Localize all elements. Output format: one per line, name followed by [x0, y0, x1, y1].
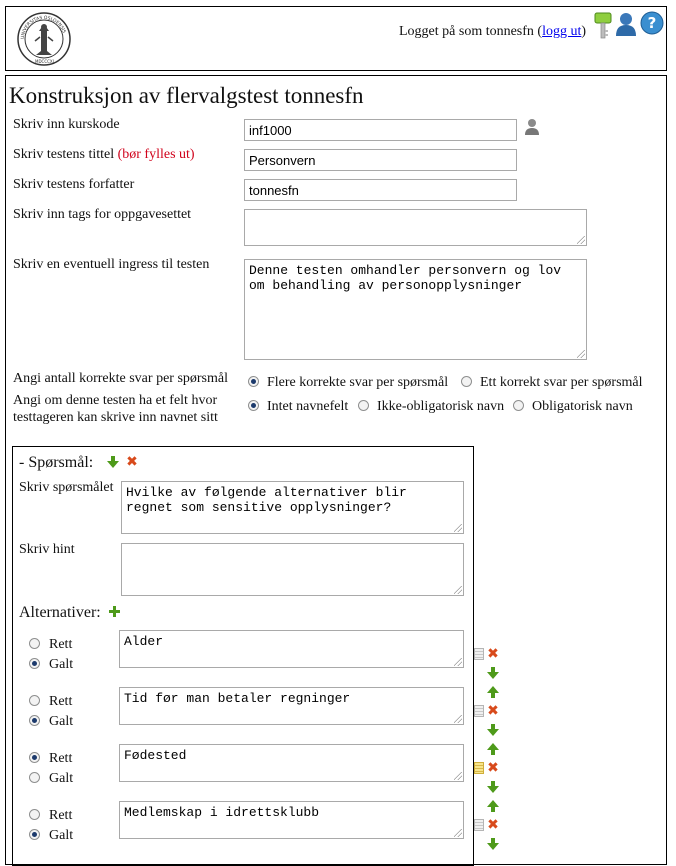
- alternative-textarea[interactable]: Tid før man betaler regninger: [119, 687, 464, 725]
- key-icon[interactable]: [594, 12, 612, 40]
- alternative-wrong-radio[interactable]: [29, 829, 40, 840]
- header-bar: [5, 6, 667, 71]
- move-alternative-down-icon[interactable]: [487, 838, 499, 850]
- svg-text:?: ?: [647, 14, 657, 32]
- note-icon[interactable]: [474, 705, 484, 717]
- question-header: - Spørsmål:: [19, 454, 94, 471]
- radio-no-name-field[interactable]: [248, 400, 259, 411]
- course-code-label: Skriv inn kurskode: [13, 117, 120, 132]
- radio-multiple-correct[interactable]: [248, 376, 259, 387]
- note-icon[interactable]: [474, 648, 484, 660]
- question-text-label: Skriv spørsmålet: [19, 480, 114, 495]
- logged-in-status: [399, 24, 586, 40]
- option-optional-name: Ikke-obligatorisk navn: [377, 399, 505, 414]
- alternative-textarea[interactable]: Fødested: [119, 744, 464, 782]
- university-logo: [16, 11, 72, 67]
- question-textarea[interactable]: Hvilke av følgende alternativer blir regnet som sensitive opplysninger?: [121, 481, 464, 534]
- radio-optional-name[interactable]: [358, 400, 369, 411]
- hint-textarea[interactable]: [121, 543, 464, 596]
- logged-in-prefix: Logget på som tonnesfn (: [399, 24, 543, 39]
- alternative-wrong-label: Galt: [49, 714, 74, 729]
- user-search-icon[interactable]: [523, 118, 541, 136]
- page-title: Konstruksjon av flervalgstest tonnesfn: [9, 83, 364, 108]
- radio-single-correct[interactable]: [461, 376, 472, 387]
- move-alternative-up-icon[interactable]: [487, 686, 499, 698]
- delete-question-icon[interactable]: ✖: [126, 454, 138, 470]
- test-title-hint: (bør fylles ut): [117, 147, 195, 162]
- alternative-wrong-radio[interactable]: [29, 772, 40, 783]
- logged-in-suffix: ): [581, 24, 587, 39]
- alternative-wrong-radio[interactable]: [29, 658, 40, 669]
- delete-alternative-icon[interactable]: ✖: [487, 646, 499, 662]
- move-alternative-down-icon[interactable]: [487, 667, 499, 679]
- alternative-right-label: Rett: [49, 751, 73, 766]
- logo-seal-text: UNIVERSITAS OSLOENSIS: [20, 15, 67, 40]
- test-title-label-text: Skriv testens tittel: [13, 147, 115, 162]
- alternative-wrong-label: Galt: [49, 771, 74, 786]
- alternatives-header: Alternativer:: [19, 604, 101, 621]
- tags-label: Skriv inn tags for oppgavesettet: [13, 207, 192, 222]
- move-alternative-up-icon[interactable]: [487, 800, 499, 812]
- move-question-down-icon[interactable]: [107, 456, 119, 468]
- move-alternative-up-icon[interactable]: [487, 743, 499, 755]
- course-code-input[interactable]: inf1000: [244, 119, 517, 141]
- alternative-wrong-label: Galt: [49, 657, 74, 672]
- logout-link[interactable]: logg ut: [542, 24, 582, 39]
- alternative-textarea[interactable]: Medlemskap i idrettsklubb: [119, 801, 464, 839]
- alternative-right-radio[interactable]: [29, 809, 40, 820]
- ingress-label: Skriv en eventuell ingress til testen: [13, 257, 210, 272]
- delete-alternative-icon[interactable]: ✖: [487, 817, 499, 833]
- alternative-right-radio[interactable]: [29, 695, 40, 706]
- option-no-name-field: Intet navnefelt: [267, 399, 349, 414]
- alternative-right-label: Rett: [49, 808, 73, 823]
- test-title-label: [13, 147, 195, 163]
- alternative-wrong-radio[interactable]: [29, 715, 40, 726]
- ingress-textarea[interactable]: Denne testen omhandler personvern og lov om behandling av personopplysninger: [244, 259, 587, 360]
- delete-alternative-icon[interactable]: ✖: [487, 760, 499, 776]
- alternative-right-radio[interactable]: [29, 638, 40, 649]
- help-icon[interactable]: [640, 11, 664, 35]
- logo-year-text: MDCCCXI: [35, 59, 54, 64]
- alternative-textarea[interactable]: Alder: [119, 630, 464, 668]
- name-field-label-line2: testtageren kan skrive inn navnet sitt: [13, 410, 218, 425]
- user-icon[interactable]: [615, 12, 637, 36]
- option-single-correct: Ett korrekt svar per spørsmål: [480, 375, 643, 390]
- author-input[interactable]: tonnesfn: [244, 179, 517, 201]
- move-alternative-down-icon[interactable]: [487, 781, 499, 793]
- option-multiple-correct: Flere korrekte svar per spørsmål: [267, 375, 449, 390]
- alternative-wrong-label: Galt: [49, 828, 74, 843]
- note-icon[interactable]: [474, 762, 484, 774]
- tags-textarea[interactable]: [244, 209, 587, 246]
- move-alternative-down-icon[interactable]: [487, 724, 499, 736]
- delete-alternative-icon[interactable]: ✖: [487, 703, 499, 719]
- test-title-input[interactable]: Personvern: [244, 149, 517, 171]
- correct-count-label: Angi antall korrekte svar per spørsmål: [13, 371, 228, 386]
- add-alternative-icon[interactable]: [109, 606, 120, 617]
- option-required-name: Obligatorisk navn: [532, 399, 633, 414]
- author-label: Skriv testens forfatter: [13, 177, 135, 192]
- radio-required-name[interactable]: [513, 400, 524, 411]
- alternative-right-label: Rett: [49, 694, 73, 709]
- alternative-right-label: Rett: [49, 637, 73, 652]
- hint-label: Skriv hint: [19, 542, 75, 557]
- name-field-label-line1: Angi om denne testen ha et felt hvor: [13, 393, 218, 408]
- note-icon[interactable]: [474, 819, 484, 831]
- alternative-right-radio[interactable]: [29, 752, 40, 763]
